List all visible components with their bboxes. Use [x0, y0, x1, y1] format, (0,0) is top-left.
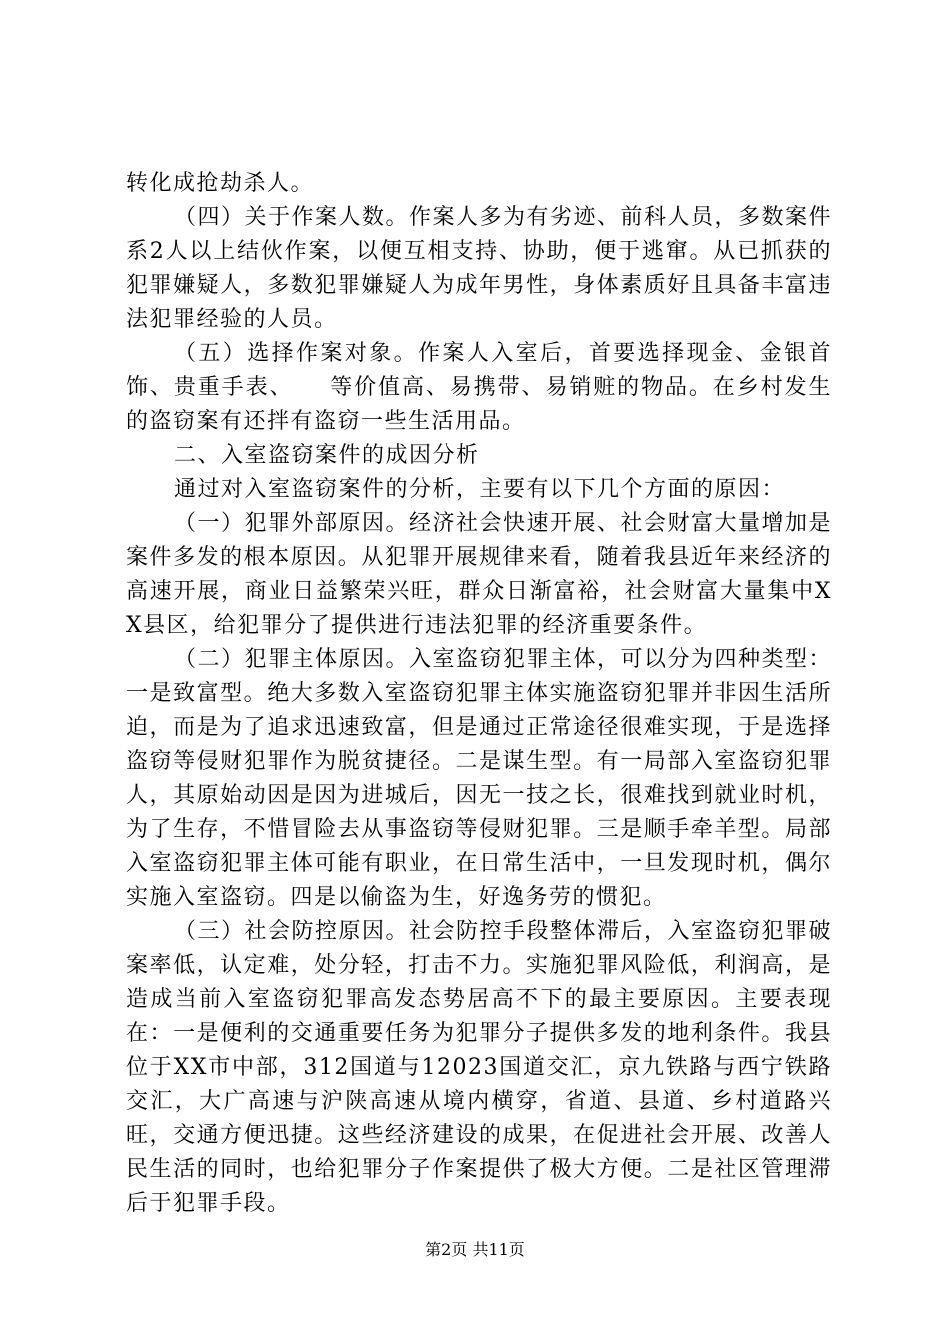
paragraph-cause-1: （一）犯罪外部原因。经济社会快速开展、社会财富大量增加是案件多发的根本原因。从犯罪开展规律来看，随着我县近年来经济的高速开展，商业日益繁荣兴旺，群众日渐富裕，社会财富大量集中XX县区，给犯罪分了提供进行违法犯罪的经济重要条件。 [126, 511, 833, 638]
paragraph-cause-3: （三）社会防控原因。社会防控手段整体滞后，入室盗窃犯罪破案率低，认定难，处分轻，打击不力。实施犯罪风险低，利润高，是造成当前入室盗窃犯罪高发态势居高不下的最主要原因。主要表现在：一是便利的交通重要任务为犯罪分子提供多发的地利条件。我县位于XX市中部，312国道与12023国道交汇，京九铁路与西宁铁路交汇，大广高速与沪陕高速从境内横穿，省道、县道、乡村道路兴旺，交通方便迅捷。这些经济建设的成果，在促进社会开展、改善人民生活的同时，也给犯罪分子作案提供了极大方便。二是社区管理滞后于犯罪手段。 [126, 919, 833, 1216]
paragraph-section-4: （四）关于作案人数。作案人多为有劣迹、前科人员，多数案件系2人以上结伙作案，以便互相支持、协助，便于逃窜。从已抓获的犯罪嫌疑人，多数犯罪嫌疑人为成年男性，身体素质好且具备丰富违法犯罪经验的人员。 [126, 205, 833, 332]
page-footer: 第2页 共11页 [425, 1240, 525, 1259]
document-body [126, 167, 832, 1221]
paragraph-causes-intro: 通过对入室盗窃案件的分析，主要有以下几个方面的原因： [174, 477, 786, 502]
paragraph-section-5: （五）选择作案对象。作案人入室后，首要选择现金、金银首饰、贵重手表、 等价值高、易携带、易销赃的物品。在乡村发生的盗窃案有还拌有盗窃一些生活用品。 [126, 341, 832, 434]
paragraph-cause-2: （二）犯罪主体原因。入室盗窃犯罪主体，可以分为四种类型：一是致富型。绝大多数入室盗窃犯罪主体实施盗窃犯罪并非因生活所迫，而是为了追求迅速致富，但是通过正常途径很难实现，于是选择盗窃等侵财犯罪作为脱贫捷径。二是谋生型。有一局部入室盗窃犯罪人，其原始动因是因为进城后，因无一技之长，很难找到就业时机，为了生存，不惜冒险去从事盗窃等侵财犯罪。三是顺手牵羊型。局部入室盗窃犯罪主体可能有职业，在日常生活中，一旦发现时机，偶尔实施入室盗窃。四是以偷盗为生，好逸务劳的惯犯。 [126, 647, 833, 910]
section-heading-causes: 二、入室盗窃案件的成因分析 [174, 443, 480, 468]
paragraph-intro-tail: 转化成抢劫杀人。 [126, 171, 315, 196]
